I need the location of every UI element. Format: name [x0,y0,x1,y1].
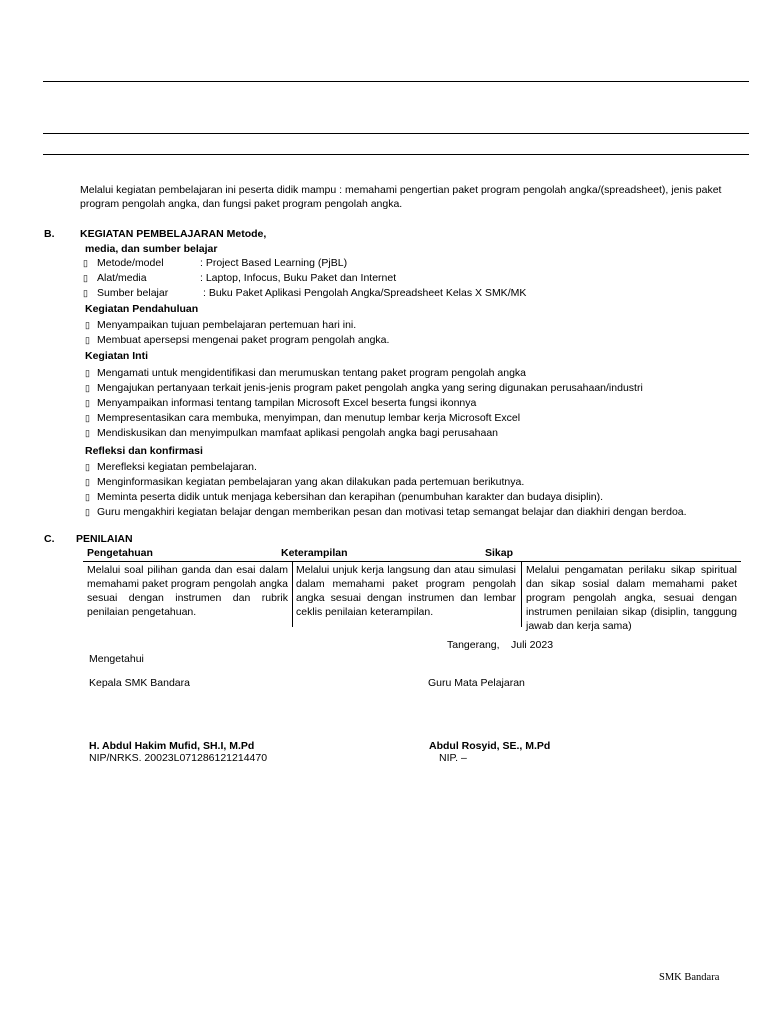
inti-item: Mengajukan pertanyaan terkait jenis-jenis program paket pengolah angka yang sering digunakan perusahaan/industri [97,382,643,394]
inti-item: Menyampaikan informasi tentang tampilan Microsoft Excel beserta fungsi ikonnya [97,397,477,409]
signature-date: Juli 2023 [511,639,554,651]
cell-sikap: Melalui pengamatan perilaku sikap spiritual dan sikap sosial dalam memahami paket program pengolah angka, sesuai dengan instrumen penilaian sikap (disiplin, tanggung jawab dan kerja sama) [526,564,737,632]
bullet-icon: ▯ [85,413,90,423]
method-value: : Buku Paket Aplikasi Pengolah Angka/Spreadsheet Kelas X SMK/MK [203,287,527,299]
left-name: H. Abdul Hakim Mufid, SH.I, M.Pd [89,740,255,752]
table-divider-1 [292,561,293,627]
right-role: Guru Mata Pelajaran [428,677,525,689]
section-b-title-line1: KEGIATAN PEMBELAJARAN Metode, [80,228,267,240]
bullet-icon: ▯ [85,368,90,378]
refleksi-item: Meminta peserta didik untuk menjaga kebersihan dan kerapihan (penumbuhan karakter dan budaya disiplin). [97,491,604,503]
bullet-icon: ▯ [85,492,90,502]
inti-title: Kegiatan Inti [85,350,149,362]
inti-item: Mempresentasikan cara membuka, menyimpan, dan menutup lembar kerja Microsoft Excel [97,412,521,424]
bullet-icon: ▯ [85,462,90,472]
cell-pengetahuan: Melalui soal pilihan ganda dan esai dalam memahami paket program pengolah angka sesuai dengan instrumen dan rubrik penilaian pengetahuan. [87,564,288,618]
method-value: : Laptop, Infocus, Buku Paket dan Internet [200,272,397,284]
bullet-icon: ▯ [85,383,90,393]
method-label: Sumber belajar [97,287,169,299]
header-sikap: Sikap [485,547,514,559]
footer-school: SMK Bandara [659,972,720,983]
section-b-title-line2: media, dan sumber belajar [85,243,218,255]
cell-keterampilan: Melalui unjuk kerja langsung dan atau simulasi dalam memahami paket program pengolah angka sesuai dengan instrumen dan lembar ceklis penilaian keterampilan. [296,564,516,618]
method-value: : Project Based Learning (PjBL) [200,257,348,269]
right-name: Abdul Rosyid, SE., M.Pd [429,740,551,752]
bullet-icon: ▯ [85,507,90,517]
mengetahui-label: Mengetahui [89,653,144,665]
section-c-letter: C. [44,533,55,545]
bullet-icon: ▯ [85,335,90,345]
inti-item: Mendiskusikan dan menyimpulkan mamfaat aplikasi pengolah angka bagi perusahaan [97,427,498,439]
left-role: Kepala SMK Bandara [89,677,190,689]
signature-place: Tangerang, [447,639,500,651]
refleksi-item: Guru mengakhiri kegiatan belajar dengan memberikan pesan dan motivasi tetap semangat belajar dan diakhiri dengan berdoa. [97,506,687,518]
table-divider-2 [521,561,522,627]
bullet-icon: ▯ [83,273,88,283]
section-c-title: PENILAIAN [76,533,133,545]
bullet-icon: ▯ [83,288,88,298]
top-rule-2 [43,133,749,134]
pendahuluan-title: Kegiatan Pendahuluan [85,303,199,315]
table-top-rule [83,561,741,562]
section-b-letter: B. [44,228,55,240]
method-label: Metode/model [97,257,164,269]
bullet-icon: ▯ [85,477,90,487]
method-label: Alat/media [97,272,147,284]
top-rule-3 [43,154,749,155]
refleksi-item: Merefleksi kegiatan pembelajaran. [97,461,257,473]
left-nip: NIP/NRKS. 20023L071286121214470 [89,752,268,764]
bullet-icon: ▯ [85,320,90,330]
inti-item: Mengamati untuk mengidentifikasi dan merumuskan tentang paket program pengolah angka [97,367,527,379]
top-rule-1 [43,81,749,82]
intro-line-1: Melalui kegiatan pembelajaran ini peserta didik mampu : memahami pengertian paket program pengolah angka/(spreadsheet), jenis paket [80,184,722,196]
bullet-icon: ▯ [85,398,90,408]
pendahuluan-item: Menyampaikan tujuan pembelajaran pertemuan hari ini. [97,319,357,331]
bullet-icon: ▯ [85,428,90,438]
refleksi-title: Refleksi dan konfirmasi [85,445,203,457]
pendahuluan-item: Membuat apersepsi mengenai paket program pengolah angka. [97,334,390,346]
right-nip: NIP. – [439,752,467,764]
bullet-icon: ▯ [83,258,88,268]
refleksi-item: Menginformasikan kegiatan pembelajaran yang akan dilakukan pada pertemuan berikutnya. [97,476,525,488]
intro-line-2: program pengolah angka, dan fungsi paket program pengolah angka. [80,198,403,210]
header-keterampilan: Keterampilan [281,547,348,559]
header-pengetahuan: Pengetahuan [87,547,153,559]
